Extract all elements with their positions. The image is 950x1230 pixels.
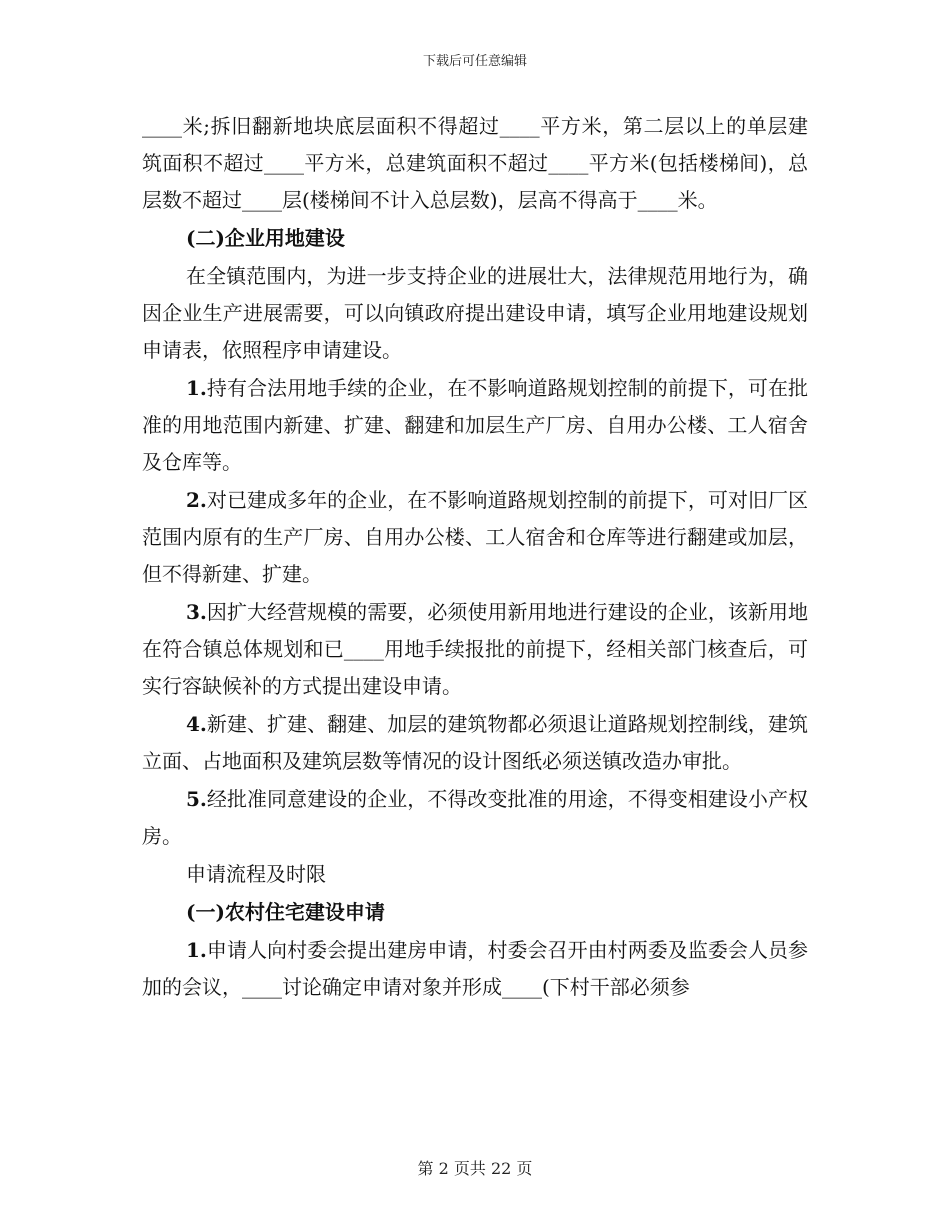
list-item	[142, 482, 808, 593]
section-heading-enterprise-land: (二)企业用地建设	[186, 226, 345, 250]
paragraph-enterprise-intro: 在全镇范围内，为进一步支持企业的进展壮大，法律规范用地行为，确因企业生产进展需要，可以向镇政府提出建设申请，填写企业用地建设规划申请表，依照程序申请建设。	[142, 264, 808, 362]
item-number: 3.	[186, 600, 207, 624]
paragraph-process-title: 申请流程及时限	[186, 862, 326, 886]
paragraph-building-limits: ____米;拆旧翻新地块底层面积不得超过____平方米，第二层以上的单层建筑面积不超过____平方米，总建筑面积不超过____平方米(包括楼梯间)，总层数不超过____层(楼梯间不计入总层数)，层高不得高于____米。	[142, 114, 808, 212]
list-item	[142, 932, 808, 1006]
item-number: 1.	[186, 938, 207, 962]
item-number: 2.	[186, 488, 207, 512]
list-item	[142, 594, 808, 705]
item-number: 5.	[186, 787, 207, 811]
item-text: 因扩大经营规模的需要，必须使用新用地进行建设的企业，该新用地在符合镇总体规划和已____用地手续报批的前提下，经相关部门核查后，可实行容缺候补的方式提出建设申请。	[142, 600, 808, 698]
list-item	[142, 781, 808, 855]
item-text: 持有合法用地手续的企业，在不影响道路规划控制的前提下，可在批准的用地范围内新建、扩建、翻建和加层生产厂房、自用办公楼、工人宿舍及仓库等。	[142, 376, 808, 474]
item-number: 1.	[186, 376, 207, 400]
item-text: 新建、扩建、翻建、加层的建筑物都必须退让道路规划控制线，建筑立面、占地面积及建筑层数等情况的设计图纸必须送镇改造办审批。	[142, 712, 808, 773]
document-body	[142, 108, 808, 1007]
item-text: 经批准同意建设的企业，不得改变批准的用途，不得变相建设小产权房。	[142, 787, 808, 848]
page-header-note: 下载后可任意编辑	[422, 54, 527, 69]
list-item	[142, 370, 808, 481]
section-heading-rural-housing: (一)农村住宅建设申请	[186, 900, 385, 924]
item-number: 4.	[186, 712, 207, 736]
list-item	[142, 706, 808, 780]
item-text: 对已建成多年的企业，在不影响道路规划控制的前提下，可对旧厂区范围内原有的生产厂房、自用办公楼、工人宿舍和仓库等进行翻建或加层，但不得新建、扩建。	[142, 488, 808, 586]
page-footer-pagination: 第 2 页共 22 页	[417, 1159, 533, 1178]
item-text: 申请人向村委会提出建房申请，村委会召开由村两委及监委会人员参加的会议，____讨论确定申请对象并形成____(下村干部必须参	[142, 938, 808, 999]
